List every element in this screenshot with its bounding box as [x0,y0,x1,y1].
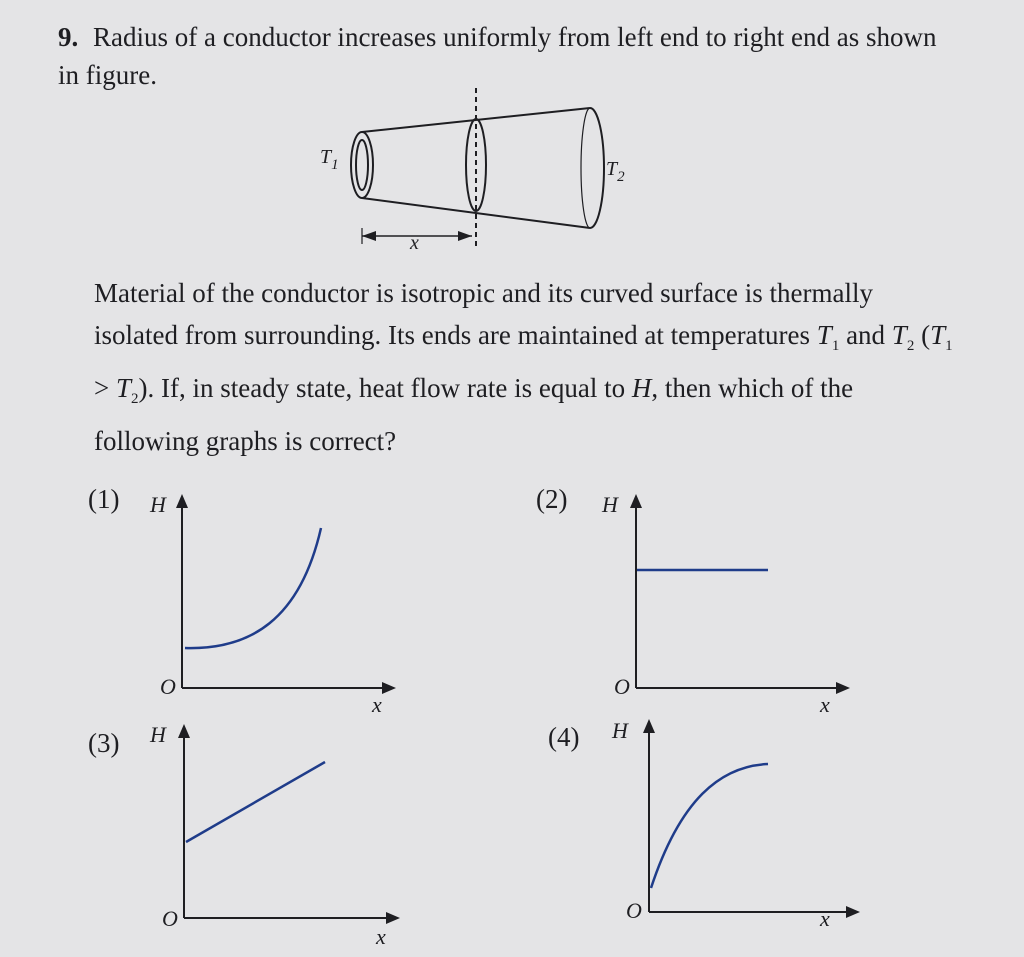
graph1-x-label: x [372,692,382,717]
option-1-label[interactable]: (1) [88,484,120,514]
graph1-y-arrow [176,494,188,508]
graph1-y-label: H [150,492,166,517]
question-number: 9. [58,22,79,52]
option-3-label[interactable]: (3) [88,728,120,758]
graph3-curve [186,762,325,842]
graph2-x-label: x [820,692,830,717]
figure-label-x: x [410,232,419,254]
graph4-y-arrow [643,719,655,733]
graph3-x-label: x [376,924,386,949]
graph2-y-arrow [630,494,642,508]
graph4-origin: O [626,898,642,923]
graph1-origin: O [160,674,176,699]
graph4-y-label: H [612,718,628,743]
question-body: Material of the conductor is isotropic and its curved surface is thermally isolated from surrounding. Its ends are maintained at temperatures $T_1$ and $T_2$ $(T_1 > T_2)$. If, in steady state, heat flow rate is equal to H, then which of the following graphs is correct? [94,278,953,456]
graph2-x-arrow [836,682,850,694]
graph1-curve [185,528,321,648]
figure-label-t1: $T_1$ [320,146,339,173]
graph3-x-arrow [386,912,400,924]
graph3-y-label: H [150,722,166,747]
graph4-x-label: x [820,906,830,931]
option-4-label[interactable]: (4) [548,722,580,752]
graph4-x-arrow [846,906,860,918]
graph3-origin: O [162,906,178,931]
figure-label-t2: $T_2$ [606,158,625,185]
question-stem-text: Radius of a conductor increases uniformly from left end to right end as shown in figure. [58,22,937,90]
graph4-curve [651,764,768,888]
graph3-y-arrow [178,724,190,738]
graph2-y-label: H [602,492,618,517]
graph2-origin: O [614,674,630,699]
option-2-label[interactable]: (2) [536,484,568,514]
graph1-x-arrow [382,682,396,694]
